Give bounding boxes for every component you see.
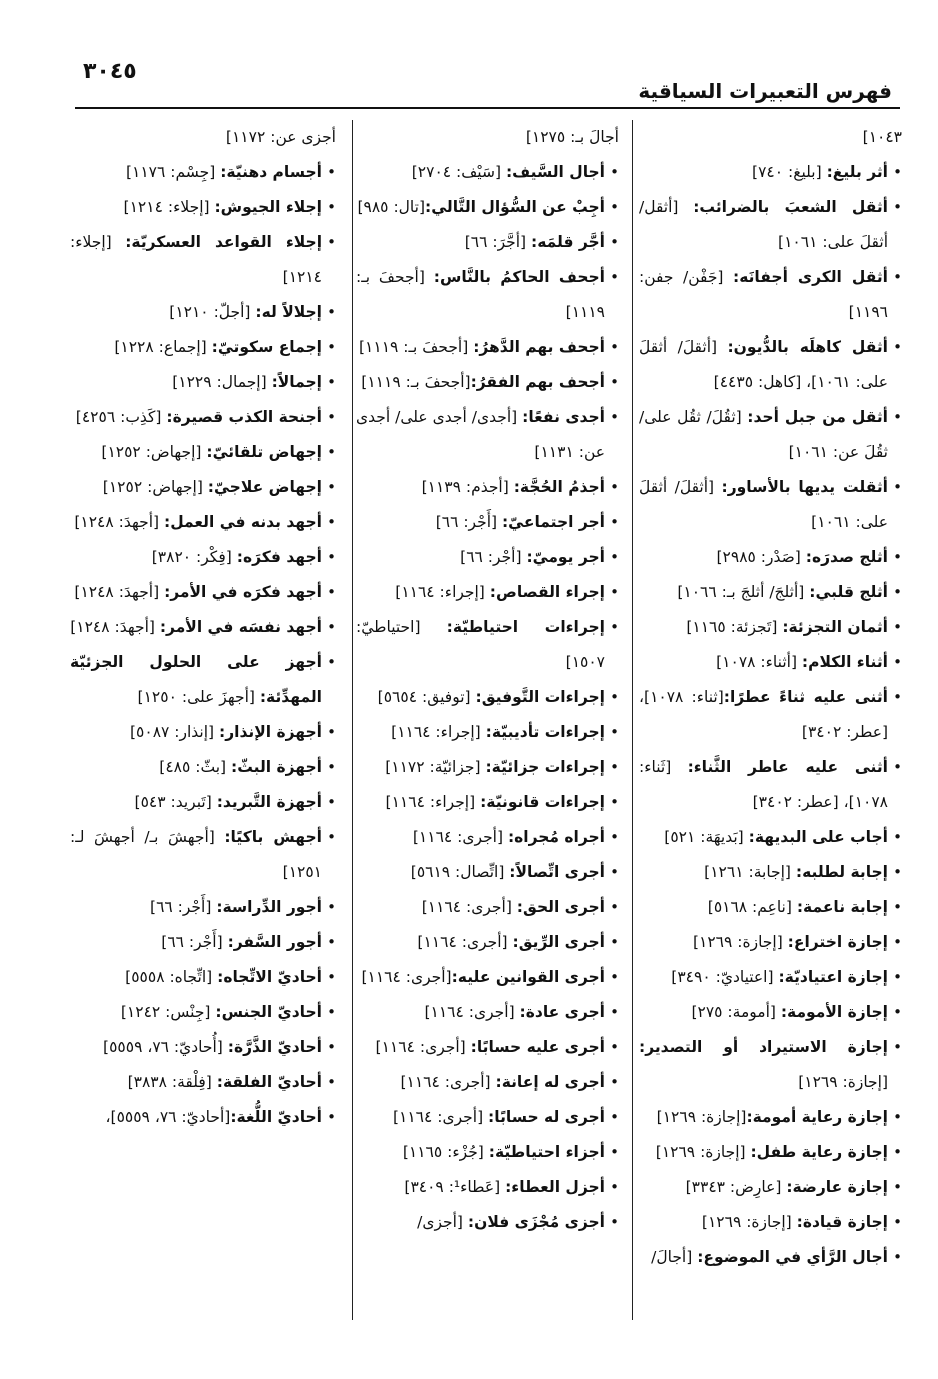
entry-phrase: أثقلت يديها بالأساور:	[721, 478, 888, 496]
entry-phrase: أجزى مُجْزَى فلان:	[467, 1213, 605, 1231]
entry-phrase: إجراءات جزائيّة:	[485, 758, 605, 776]
entry-reference: [إجمال: ١٢٢٩]	[172, 373, 272, 391]
index-entry	[639, 680, 902, 750]
entry-phrase: أجنحة الكذب قصيرة:	[166, 408, 322, 426]
entry-reference: [أجرى: ١١٦٤]	[392, 1108, 489, 1126]
entry-reference: [أحاديّ: ٧٦، ٥٥٥٩]،	[105, 1108, 231, 1126]
entry-reference: [إجلاء: ١٢١٤]	[123, 198, 215, 216]
index-entry	[639, 610, 902, 645]
entry-reference: [أجدى/ أجدى على/ أجدى عن: ١١٣١]	[356, 408, 605, 461]
entry-phrase: أجهد بدنه في العمل:	[164, 513, 322, 531]
entry-reference: [ثقُلَ/ ثقُل على/ ثقُلَ عن: ١٠٦١]	[639, 408, 888, 461]
index-entry	[70, 925, 336, 960]
index-entry-continuation	[70, 120, 336, 155]
entry-reference: [ثَناء: ١٠٧٨]، [عطر: ٣٤٠٢]	[639, 758, 888, 811]
entry-phrase: أجرى الرِّيق:	[512, 933, 605, 951]
index-column-middle	[356, 120, 619, 1320]
entry-reference: [أجرى: ١١٦٤]	[375, 1038, 471, 1056]
entry-phrase: أثنى عليه عاطر الثَّناء:	[687, 758, 888, 776]
page-title: فهرس التعبيرات السياقية	[638, 79, 892, 103]
entry-phrase: أجال الرَّأي في الموضوع:	[697, 1248, 888, 1266]
entry-reference: [أجهدَ: ١٢٤٨]	[70, 618, 160, 636]
entry-reference: [إجازة: ١٢٦٩]	[692, 933, 788, 951]
entry-phrase: أجَّر قلمَه:	[531, 233, 605, 251]
entry-reference: [إجلاء: ١٢١٤]	[70, 233, 322, 286]
entry-reference: [إجراء: ١١٦٤]	[395, 583, 490, 601]
entry-phrase: أثنى عليه ثناءً عطرًا:	[723, 688, 888, 706]
entry-phrase: أجهد نفسَه في الأمر:	[159, 618, 322, 636]
index-entry	[70, 470, 336, 505]
entry-phrase: إجلاء القواعد العسكريّة:	[125, 233, 323, 251]
entry-reference: [عَطاء¹: ٣٤٠٩]	[404, 1178, 506, 1196]
index-entry	[356, 1065, 619, 1100]
entry-phrase: أجرى القوانين عليه:	[451, 968, 605, 986]
entry-reference: [ناعِم: ٥١٦٨]	[707, 898, 797, 916]
index-entry	[70, 505, 336, 540]
index-entry	[70, 225, 336, 295]
entry-phrase: إجابة ناعمة:	[796, 898, 888, 916]
index-entry	[356, 750, 619, 785]
index-entry	[356, 715, 619, 750]
entry-phrase: إجراء القصاص:	[489, 583, 605, 601]
index-entry	[356, 1170, 619, 1205]
entry-phrase: أجراه مُجراه:	[507, 828, 605, 846]
entry-reference: [أَجْر: ٦٦]	[435, 513, 502, 531]
entry-phrase: أثمان التجزئة:	[782, 618, 888, 636]
index-entry	[70, 295, 336, 330]
entry-reference: [بَديهَة: ٥٢١]	[664, 828, 749, 846]
index-entry	[70, 610, 336, 645]
entry-reference: [أثقل/ أثقلَ على: ١٠٦١]	[639, 198, 888, 251]
index-entry	[639, 470, 902, 540]
entry-phrase: إجازة اعتياديّة:	[778, 968, 888, 986]
entry-reference: [أجرى: ١١٦٤]	[361, 968, 452, 986]
entry-phrase: إجازة رعاية أمومة:	[746, 1108, 888, 1126]
entry-reference: [أجرى: ١١٦٤]	[417, 933, 513, 951]
entry-phrase: أثلج قلبي:	[809, 583, 888, 601]
entry-reference: [إجازة: ١٢٦٩]	[656, 1108, 747, 1126]
entry-phrase: أجرى الحق:	[516, 898, 605, 916]
entry-reference: [جَفْن/ جفن: ١١٩٦]	[639, 268, 888, 321]
entry-phrase: أحاديّ اللُّغة:	[230, 1108, 322, 1126]
entry-reference: [احتياطيّ: ١٥٠٧]	[356, 618, 605, 671]
entry-reference: [أجهدَ: ١٢٤٨]	[74, 513, 164, 531]
index-entry	[70, 785, 336, 820]
entry-phrase: أجهزة البثّ:	[231, 758, 322, 776]
index-entry	[356, 1205, 619, 1240]
page-number: ٣٠٤٥	[83, 59, 137, 84]
entry-reference: [أجالَ/	[651, 1248, 698, 1266]
index-entry	[639, 1030, 902, 1100]
index-entry	[639, 540, 902, 575]
index-entry	[639, 330, 902, 400]
index-columns	[70, 120, 902, 1320]
index-entry	[639, 645, 902, 680]
entry-reference: [جُزْء: ١١٦٥]	[402, 1143, 489, 1161]
entry-phrase: أجِبْ عن السُّؤال التَّالي:	[425, 198, 605, 216]
entry-reference: [أُحاديّ: ٧٦، ٥٥٥٩]	[103, 1038, 228, 1056]
entry-phrase: أجرى له حسابًا:	[488, 1108, 605, 1126]
entry-phrase: أثقل الكرى أجفانَه:	[733, 268, 888, 286]
entry-reference: [أجذم: ١١٣٩]	[421, 478, 514, 496]
entry-phrase: أجهش باكيًا:	[224, 828, 322, 846]
entry-phrase: أجال السَّيف:	[505, 163, 605, 181]
entry-phrase: أجحف بهم الدَّهرُ:	[473, 338, 605, 356]
index-entry	[70, 820, 336, 890]
entry-reference: [سَيْف: ٢٧٠٤]	[411, 163, 506, 181]
entry-reference: [أجهدَ: ١٢٤٨]	[74, 583, 165, 601]
entry-reference: [صَدْر: ٢٩٨٥]	[716, 548, 806, 566]
entry-reference: [ثناء: ١٠٧٨]، [عطر: ٣٤٠٢]	[639, 688, 888, 741]
index-entry	[639, 1205, 902, 1240]
entry-phrase: أحاديّ الجنس:	[215, 1003, 322, 1021]
index-entry	[356, 330, 619, 365]
entry-phrase: أجاب على البديهة:	[748, 828, 888, 846]
index-entry	[356, 190, 619, 225]
entry-reference: أجزى عن: ١١٧٢]	[225, 128, 336, 146]
entry-reference: [أجرى: ١١٦٤]	[424, 1003, 520, 1021]
entry-phrase: أثقل الشعبَ بالضرائب:	[693, 198, 888, 216]
entry-phrase: أثقل من جبل أحد:	[747, 408, 888, 426]
index-entry	[70, 330, 336, 365]
entry-reference: [اعتياديّ: ٣٤٩٠]	[671, 968, 779, 986]
index-entry	[70, 190, 336, 225]
index-entry	[639, 190, 902, 260]
entry-reference: [أثقلَ/ أثقلَ على: ١٠٦١]، [كاهل: ٤٤٣٥]	[639, 338, 888, 391]
entry-reference: [تَبريد: ٥٤٣]	[134, 793, 217, 811]
index-column-right	[639, 120, 902, 1320]
index-entry	[639, 575, 902, 610]
index-entry	[356, 995, 619, 1030]
entry-reference: [فِكْر: ٣٨٢٠]	[151, 548, 237, 566]
index-entry	[356, 260, 619, 330]
entry-phrase: أجحف الحاكمُ بالنَّاس:	[433, 268, 605, 286]
entry-reference: [جِنْس: ١٢٤٢]	[120, 1003, 216, 1021]
index-entry	[70, 960, 336, 995]
entry-phrase: أجور الدِّراسة:	[216, 898, 322, 916]
entry-reference: [إجراء: ١١٦٤]	[385, 793, 481, 811]
index-entry	[356, 890, 619, 925]
entry-phrase: إجراءات احتياطيّة:	[446, 618, 605, 636]
index-entry	[70, 1065, 336, 1100]
index-entry	[356, 610, 619, 680]
entry-phrase: أجزل العطاء:	[505, 1178, 605, 1196]
entry-phrase: أجهز على الحلول الجزئيّة المهدِّئة:	[70, 653, 322, 706]
entry-phrase: إجازة عارضة:	[786, 1178, 888, 1196]
entry-reference: [بليغ: ٧٤٠]	[752, 163, 827, 181]
entry-phrase: أحاديّ الاتِّجاه:	[217, 968, 322, 986]
entry-phrase: أجدى نفعًا:	[522, 408, 605, 426]
entry-phrase: أجزاء احتياطيّة:	[488, 1143, 605, 1161]
index-entry	[70, 155, 336, 190]
entry-reference: [أَجْر: ٦٦]	[150, 898, 217, 916]
index-entry	[639, 1170, 902, 1205]
index-entry	[639, 995, 902, 1030]
index-entry	[356, 365, 619, 400]
entry-reference: [جزائيّة: ١١٧٢]	[385, 758, 486, 776]
entry-reference: [عارِض: ٣٣٤٣]	[685, 1178, 787, 1196]
entry-reference: [جِسْم: ١١٧٦]	[125, 163, 221, 181]
entry-phrase: أجسام دهنيّة:	[220, 163, 322, 181]
entry-reference: [إنذار: ٥٠٨٧]	[129, 723, 220, 741]
entry-reference: [أجحفَ بـ: ١١١٩]	[361, 373, 471, 391]
entry-reference: [أجزى/	[417, 1213, 468, 1231]
index-entry	[639, 890, 902, 925]
entry-reference: [أمومة: ٢٧٥]	[691, 1003, 781, 1021]
index-column-left	[70, 120, 336, 1320]
index-entry	[70, 435, 336, 470]
index-entry	[70, 575, 336, 610]
entry-reference: [أجرى: ١١٦٤]	[421, 898, 517, 916]
index-entry	[356, 505, 619, 540]
entry-reference: [أجَّرَ: ٦٦]	[464, 233, 531, 251]
entry-reference: [توفيق: ٥٦٥٤]	[377, 688, 476, 706]
entry-reference: [أجرى: ١١٦٤]	[412, 828, 508, 846]
entry-phrase: أجهد فكرَه في الأمر:	[164, 583, 322, 601]
entry-phrase: أجهزة التَّبريد:	[216, 793, 322, 811]
entry-phrase: إجازة اختراع:	[787, 933, 888, 951]
entry-phrase: أجهد فكرَه:	[236, 548, 322, 566]
entry-reference: [إجماع: ١٢٢٨]	[114, 338, 212, 356]
index-entry	[639, 925, 902, 960]
entry-phrase: أجرى عليه حسابًا:	[470, 1038, 605, 1056]
entry-phrase: إجلاء الجيوش:	[214, 198, 322, 216]
index-entry	[70, 995, 336, 1030]
index-entry	[639, 260, 902, 330]
entry-phrase: أجحف بهم الفقرُ:	[470, 373, 605, 391]
entry-phrase: أجرى له إعانة:	[495, 1073, 605, 1091]
index-entry	[639, 1100, 902, 1135]
entry-phrase: أجهزة الإنذار:	[219, 723, 322, 741]
entry-phrase: أحاديّ الفلقة:	[216, 1073, 322, 1091]
index-entry	[356, 575, 619, 610]
index-entry	[356, 1100, 619, 1135]
entry-reference: [أثقلَ/ أثقلَ على: ١٠٦١]	[639, 478, 888, 531]
index-entry	[356, 470, 619, 505]
entry-reference: [تال: ٩٨٥]	[357, 198, 426, 216]
index-entry	[70, 365, 336, 400]
entry-phrase: أثناء الكلام:	[801, 653, 888, 671]
entry-reference: [أجهزَ على: ١٢٥٠]	[137, 688, 260, 706]
index-entry	[639, 960, 902, 995]
index-entry	[70, 750, 336, 785]
entry-phrase: إجراءات التَّوفيق:	[475, 688, 605, 706]
entry-phrase: إجراءات تأديبيّة:	[485, 723, 605, 741]
index-entry	[639, 855, 902, 890]
entry-phrase: أجر يوميّ:	[526, 548, 605, 566]
entry-phrase: إجلالاً له:	[255, 303, 322, 321]
index-entry	[70, 540, 336, 575]
entry-reference: [اتِّجاه: ٥٥٥٨]	[125, 968, 218, 986]
entry-phrase: أثلج صدرَه:	[805, 548, 888, 566]
entry-reference: [أجحفَ بـ: ١١١٩]	[356, 268, 605, 321]
entry-reference: [كَذِب: ٤٢٥٦]	[75, 408, 167, 426]
page-header	[75, 55, 900, 109]
index-entry	[356, 1135, 619, 1170]
entry-reference: [اتِّصال: ٥٦١٩]	[410, 863, 510, 881]
entry-phrase: أجور السَّفر:	[227, 933, 322, 951]
index-entry-continuation	[639, 120, 902, 155]
index-entry	[70, 715, 336, 750]
entry-reference: [أَجْر: ٦٦]	[161, 933, 228, 951]
index-entry-continuation	[356, 120, 619, 155]
index-entry	[356, 680, 619, 715]
index-entry	[70, 1100, 336, 1135]
entry-reference: [إجهاض: ١٢٥٢]	[101, 443, 207, 461]
entry-phrase: إجهاض تلقائيّ:	[206, 443, 322, 461]
index-entry	[356, 820, 619, 855]
entry-phrase: أجذمُ الحُجَّة:	[513, 478, 605, 496]
entry-reference: [إجازة: ١٢٦٩]	[655, 1143, 751, 1161]
entry-reference: أجالَ بـ: ١٢٧٥]	[525, 128, 619, 146]
entry-phrase: إجمالاً:	[271, 373, 322, 391]
entry-reference: [إجازة: ١٢٦٩]	[701, 1213, 797, 1231]
entry-phrase: إجهاض علاجيّ:	[207, 478, 322, 496]
entry-phrase: أجر اجتماعيّ:	[501, 513, 605, 531]
index-entry	[356, 785, 619, 820]
entry-reference: [إجهاض: ١٢٥٢]	[102, 478, 208, 496]
index-entry	[356, 855, 619, 890]
entry-reference: [أجْر: ٦٦]	[460, 548, 527, 566]
index-entry	[356, 960, 619, 995]
entry-reference: [أثناء: ١٠٧٨]	[716, 653, 802, 671]
entry-phrase: أجرى عادة:	[519, 1003, 605, 1021]
entry-reference: ١٠٤٣]	[862, 128, 902, 146]
entry-phrase: أجرى اتِّصالاً:	[509, 863, 605, 881]
entry-reference: [تَجزئة: ١١٦٥]	[686, 618, 783, 636]
index-entry	[70, 1030, 336, 1065]
entry-phrase: إجماع سكوتيّ:	[211, 338, 322, 356]
index-entry	[70, 645, 336, 715]
entry-phrase: إجابة لطلبه:	[795, 863, 888, 881]
index-entry	[356, 925, 619, 960]
entry-phrase: إجازة رعاية طفل:	[750, 1143, 888, 1161]
index-entry	[639, 1240, 902, 1275]
index-entry	[639, 400, 902, 470]
index-entry	[70, 400, 336, 435]
index-entry	[356, 1030, 619, 1065]
entry-reference: [إجازة: ١٢٦٩]	[798, 1073, 888, 1091]
entry-phrase: إجازة الاستيراد أو التصدير:	[639, 1038, 888, 1056]
entry-reference: [أجرى: ١١٦٤]	[400, 1073, 496, 1091]
entry-reference: [أجحفَ بـ: ١١١٩]	[358, 338, 474, 356]
entry-reference: [إجابة: ١٢٦١]	[704, 863, 796, 881]
entry-reference: [أجهشَ بـ/ أجهشَ لـ: ١٢٥١]	[70, 828, 322, 881]
index-entry	[356, 540, 619, 575]
entry-reference: [أجلّ: ١٢١٠]	[169, 303, 256, 321]
entry-reference: [بثّ: ٤٨٥]	[159, 758, 232, 776]
index-entry	[639, 155, 902, 190]
index-entry	[70, 890, 336, 925]
entry-phrase: أثر بليغ:	[826, 163, 888, 181]
index-entry	[356, 155, 619, 190]
entry-reference: [فِلْقة: ٣٨٣٨]	[127, 1073, 217, 1091]
entry-phrase: أثقل كاهلَه بالدُّيون:	[727, 338, 888, 356]
entry-phrase: إجراءات قانونيّة:	[480, 793, 605, 811]
index-entry	[639, 1135, 902, 1170]
entry-reference: [أثلجَ/ أثلجَ بـ: ١٠٦٦]	[677, 583, 810, 601]
index-entry	[356, 400, 619, 470]
entry-phrase: إجازة الأمومة:	[780, 1003, 888, 1021]
entry-reference: [إجراء: ١١٦٤]	[391, 723, 486, 741]
index-entry	[639, 820, 902, 855]
entry-phrase: إجازة قيادة:	[796, 1213, 888, 1231]
entry-phrase: أحاديّ الذَّرَّة:	[227, 1038, 322, 1056]
index-entry	[356, 225, 619, 260]
index-entry	[639, 750, 902, 820]
